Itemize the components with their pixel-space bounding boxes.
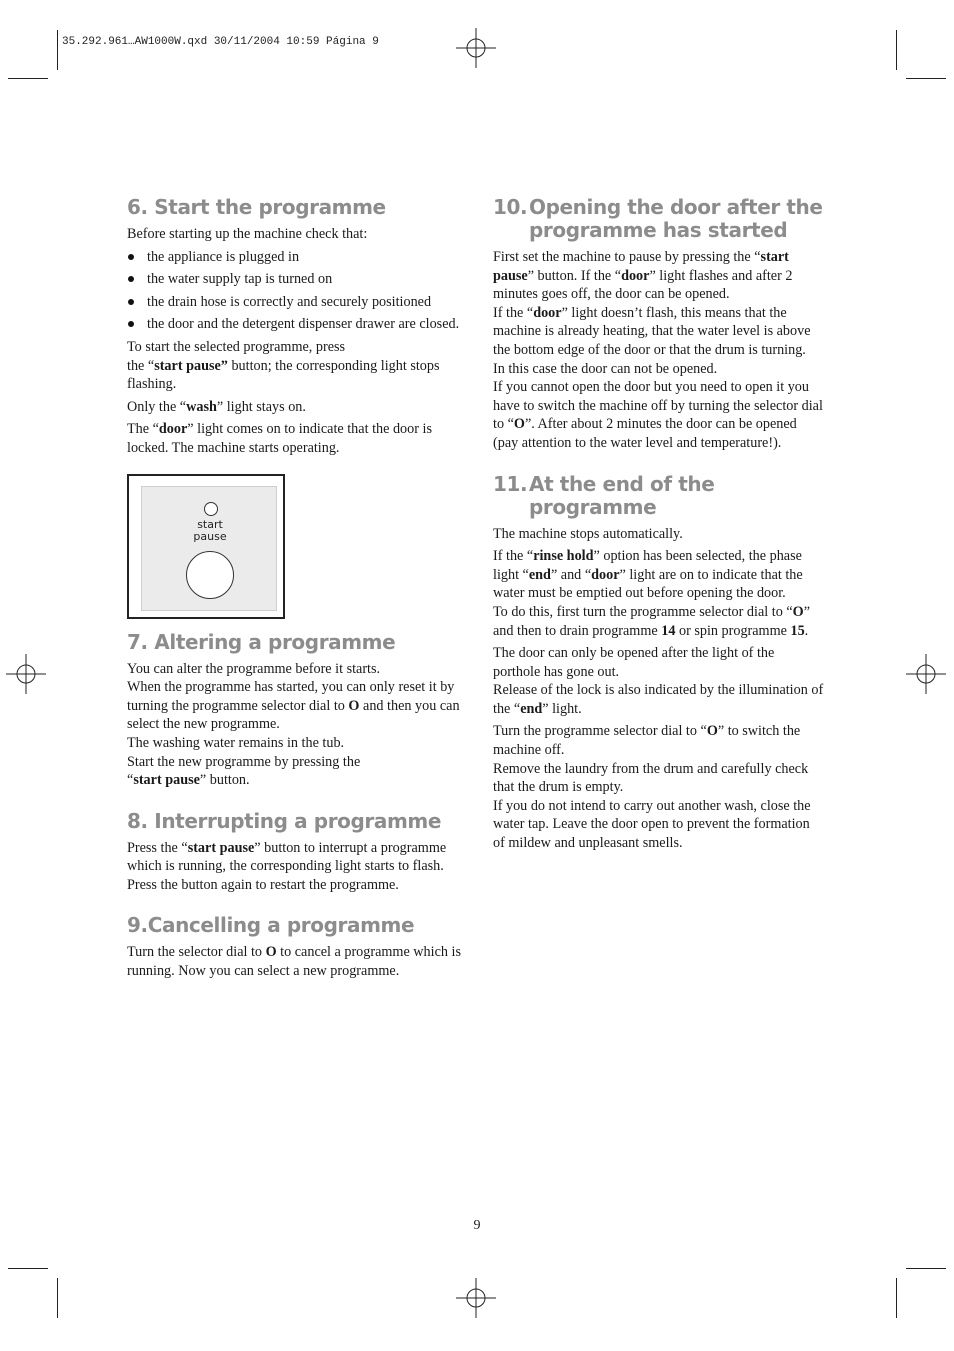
s11-paragraph-3: The door can only be opened after the light of the porthole has gone out. Release of the lock is also indicated by the illumination of the “end” light. [493, 645, 824, 717]
crop-mark-tl-h [8, 78, 48, 79]
list-item: the drain hose is correctly and securely positioned [127, 293, 462, 312]
list-item: the door and the detergent dispenser drawer are closed. [127, 315, 462, 334]
s8-text: Press the “start pause” button to interrupt a programme which is running, the corresponding light starts to flash. Press the button again to restart the programme. [127, 839, 447, 893]
panel-label-start: start [197, 517, 223, 531]
section-6-heading: 6. Start the programme [127, 195, 386, 219]
list-item: the appliance is plugged in [127, 248, 462, 267]
print-slug: 35.292.961…AW1000W.qxd 30/11/2004 10:59 Página 9 [62, 36, 379, 48]
panel-label-pause: pause [193, 529, 227, 543]
s9-text: Turn the selector dial to O to cancel a programme which is running. Now you can select a new programme. [127, 944, 461, 980]
section-cancelling-programme [127, 914, 462, 980]
s6-checklist [127, 248, 462, 334]
s11-paragraph-2: If the “rinse hold” option has been selected, the phase light “end” and “door” light are on to indicate that the water must be emptied out before opening the door. To do this, first turn the programme selector dial to “O” and then to drain programme 14 or spin programme 15. [493, 548, 810, 639]
section-8-heading: 8. Interrupting a programme [127, 808, 442, 833]
section-9-heading: 9.Cancelling a programme [127, 913, 415, 938]
crop-mark-bl-h [8, 1268, 48, 1269]
start-pause-button-icon [186, 551, 234, 599]
s6-intro: Before starting up the machine check that: [127, 226, 368, 242]
s6-paragraph-1: To start the selected programme, press the “start pause” button; the corresponding light stops flashing. [127, 338, 440, 393]
s7-text: You can alter the programme before it starts. When the programme has started, you can only reset it by turning the programme selector dial to O and then you can select the new programme. The washing water remains in the tub. Start the new programme by pressing the “start pause” button. [127, 660, 460, 789]
crop-mark-tr-h [906, 78, 946, 79]
section-interrupting-programme [127, 810, 462, 895]
list-item: the water supply tap is turned on [127, 270, 462, 289]
section-opening-door [493, 196, 825, 453]
s6-paragraph-2: Only the “wash” light stays on. [127, 398, 306, 415]
page-number: 9 [473, 1218, 481, 1233]
section-end-of-programme [493, 473, 825, 853]
right-column [493, 196, 825, 873]
s11-paragraph-4: Turn the programme selector dial to “O” to switch the machine off. Remove the laundry from the drum and carefully check that the drum is empty. If you do not intend to carry out another wash, close the water tap. Leave the door open to prevent the formation of mildew and unpleasant smells. [493, 723, 811, 852]
s11-paragraph-1: The machine stops automatically. [493, 525, 683, 542]
crop-mark-bl-v [57, 1278, 58, 1318]
indicator-light-icon [204, 502, 218, 516]
registration-mark-right-icon [906, 654, 946, 694]
s6-paragraph-3: The “door” light comes on to indicate that the door is locked. The machine starts operating. [127, 421, 432, 456]
section-11-heading: 11. At the end of the programme [493, 471, 715, 519]
section-altering-programme [127, 631, 462, 790]
crop-mark-tl-v [57, 30, 58, 70]
section-start-programme [127, 196, 462, 619]
crop-mark-br-h [906, 1268, 946, 1269]
registration-mark-left-icon [6, 654, 46, 694]
start-pause-panel-illustration [127, 474, 285, 619]
section-7-heading: 7. Altering a programme [127, 629, 396, 654]
left-column [127, 196, 462, 1001]
crop-mark-br-v [896, 1278, 897, 1318]
registration-mark-bottom-icon [456, 1278, 496, 1318]
s10-text: First set the machine to pause by pressing the “start pause” button. If the “door” light flashes and after 2 minutes goes off, the door can be opened. If the “door” light doesn’t flash, this means that the machine is already heating, that the water level is above the bottom edge of the door or that the drum is turning. In this case the door can not be opened. If you cannot open the door but you need to open it you have to switch the machine off by turning the selector dial to “O”. After about 2 minutes the door can be opened (pay attention to the water level and temperature!). [493, 249, 823, 451]
crop-mark-tr-v [896, 30, 897, 70]
registration-mark-top-icon [456, 28, 496, 68]
section-10-heading: 10. Opening the door after the programme has started [493, 195, 823, 242]
